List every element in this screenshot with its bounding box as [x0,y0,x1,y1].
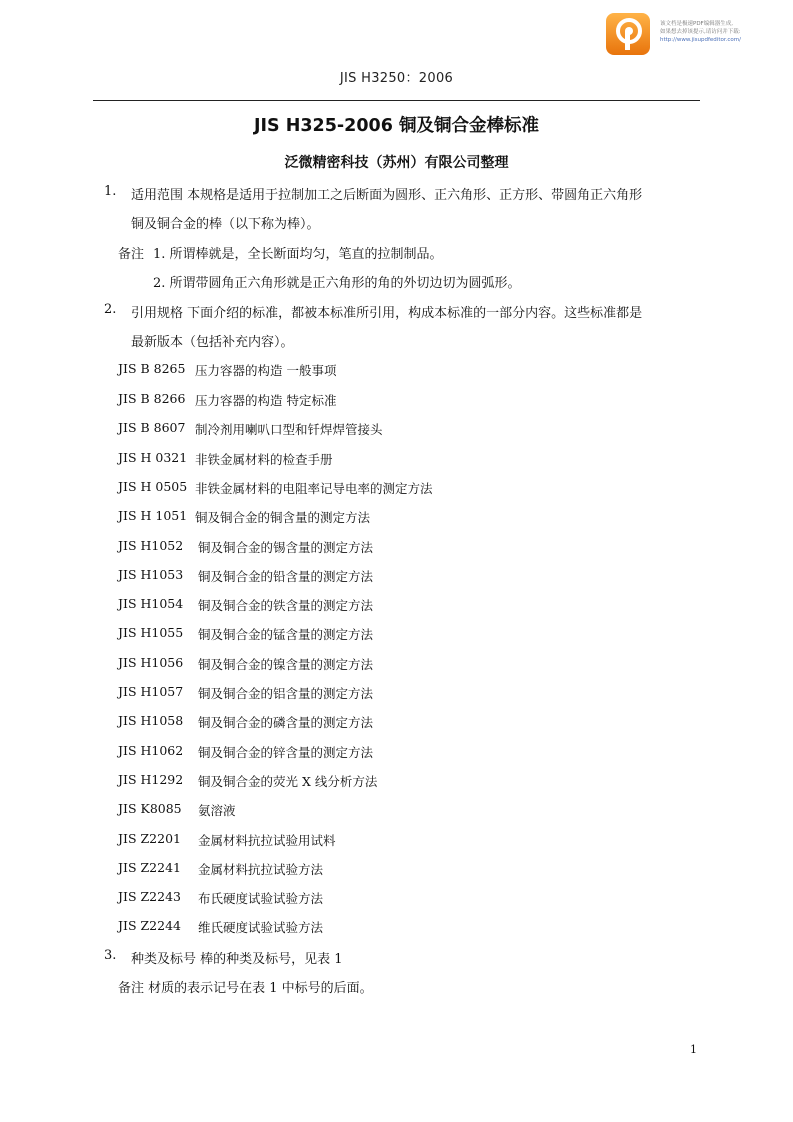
section-3-note: 备注 材质的表示记号在表 1 中标号的后面。 [118,981,373,996]
reference-code: JIS B 8607 [118,420,186,435]
reference-code: JIS H1052 [118,538,184,553]
reference-code: JIS H 0505 [118,479,188,494]
header-divider [93,100,700,101]
reference-title: 铜及铜合金的铜含量的测定方法 [195,510,371,525]
reference-title: 铜及铜合金的镍含量的测定方法 [198,657,374,672]
reference-title: 非铁金属材料的电阻率记导电率的测定方法 [195,481,433,496]
reference-code: JIS H 1051 [118,508,188,523]
reference-title: 铜及铜合金的铝含量的测定方法 [198,686,374,701]
reference-code: JIS H 0321 [118,450,188,465]
section-2-number: 2. [104,302,117,317]
reference-code: JIS H1056 [118,655,184,670]
reference-code: JIS H1053 [118,567,184,582]
reference-code: JIS Z2241 [118,860,181,875]
header-standard-code: JIS H3250：2006 [339,71,454,86]
reference-title: 铜及铜合金的铅含量的测定方法 [198,569,374,584]
reference-title: 布氏硬度试验试验方法 [198,891,324,906]
reference-title: 压力容器的构造 一般事项 [195,363,337,378]
section-1-line-1: 适用范围 本规格是适用于拉制加工之后断面为圆形、正六角形、正方形、带圆角正六角形 [131,188,643,203]
reference-title: 铜及铜合金的锌含量的测定方法 [198,745,374,760]
reference-code: JIS H1055 [118,625,184,640]
watermark-line-1: 该文档是极速PDF编辑器生成, [660,21,733,27]
reference-code: JIS Z2201 [118,831,181,846]
pdf-editor-logo-icon [605,12,651,56]
section-1-line-2: 铜及铜合金的棒（以下称为棒）。 [131,217,320,232]
reference-title: 铜及铜合金的锰含量的测定方法 [198,627,374,642]
document-title: JIS H325-2006 铜及铜合金棒标准 [254,116,539,136]
reference-title: 金属材料抗拉试验方法 [198,862,324,877]
watermark-link[interactable]: http://www.jisupdfeditor.com/ [660,37,741,43]
reference-code: JIS K8085 [118,801,182,816]
reference-title: 氨溶液 [198,803,236,818]
section-2-line-1: 引用规格 下面介绍的标准，都被本标准所引用，构成本标准的一部分内容。这些标准都是 [131,306,643,321]
watermark-line-2: 如果想去掉该提示,请访问并下载: [660,29,741,35]
section-1-note-prefix: 备注 [118,247,145,262]
reference-title: 维氏硬度试验试验方法 [198,920,324,935]
reference-title: 制冷剂用喇叭口型和钎焊焊管接头 [195,422,383,437]
document-subtitle: 泛微精密科技（苏州）有限公司整理 [284,155,509,171]
reference-code: JIS Z2244 [118,918,181,933]
reference-title: 铜及铜合金的铁含量的测定方法 [198,598,374,613]
reference-code: JIS H1062 [118,743,184,758]
reference-code: JIS Z2243 [118,889,181,904]
reference-code: JIS H1292 [118,772,184,787]
reference-title: 铜及铜合金的荧光 X 线分析方法 [198,774,378,789]
reference-code: JIS B 8266 [118,391,186,406]
section-1-number: 1. [104,184,117,199]
reference-title: 铜及铜合金的锡含量的测定方法 [198,540,374,555]
reference-title: 非铁金属材料的检查手册 [195,452,333,467]
reference-title: 压力容器的构造 特定标准 [195,393,337,408]
section-3-line-1: 种类及标号 棒的种类及标号，见表 1 [131,952,343,967]
watermark-notice [660,20,790,44]
section-1-note-1: 1. 所谓棒就是，全长断面均匀，笔直的拉制制品。 [153,247,443,262]
reference-code: JIS H1057 [118,684,184,699]
reference-title: 金属材料抗拉试验用试料 [198,833,336,848]
section-3-number: 3. [104,948,117,963]
reference-code: JIS H1058 [118,713,184,728]
reference-code: JIS B 8265 [118,361,186,376]
page-number: 1 [690,1043,697,1056]
section-1-note-2: 2. 所谓带圆角正六角形就是正六角形的角的外切边切为圆弧形。 [153,276,521,291]
section-2-line-2: 最新版本（包括补充内容）。 [131,335,294,350]
reference-title: 铜及铜合金的磷含量的测定方法 [198,715,374,730]
reference-code: JIS H1054 [118,596,184,611]
